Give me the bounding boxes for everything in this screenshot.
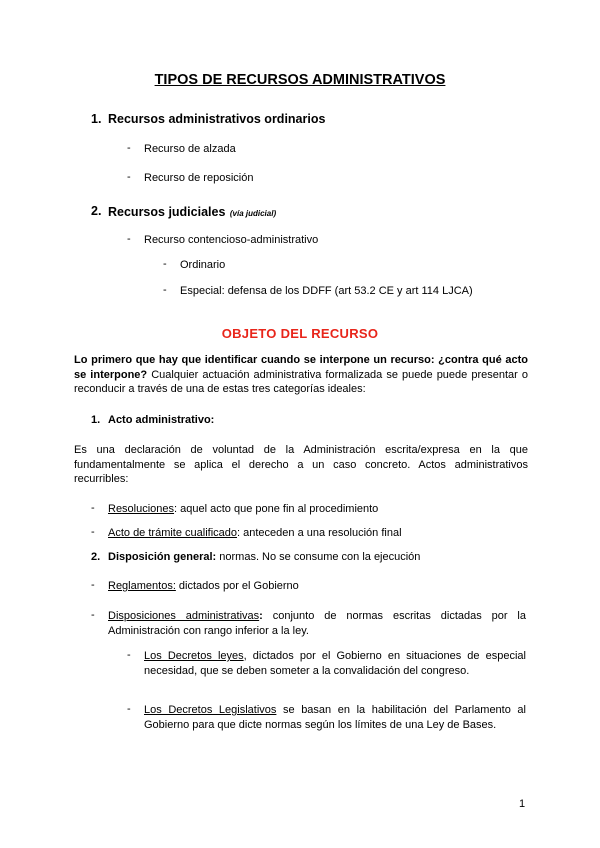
bullet-dash: - — [127, 171, 131, 183]
list-item: Recurso de reposición — [144, 172, 254, 184]
bullet-dash: - — [91, 526, 95, 538]
bullet-dash: - — [127, 233, 131, 245]
bullet-dash: - — [127, 703, 131, 715]
acto-item-text: : anteceden a una resolución final — [237, 527, 402, 539]
disposicion-item-text: dictados por el Gobierno — [175, 580, 299, 592]
section2-note: (vía judicial) — [229, 209, 277, 218]
decreto-item-text: , dictados por el Gobierno en situaciones de especial necesidad, que se deben someter a la convalidación del congreso. — [144, 650, 526, 677]
objeto-intro-rest: Cualquier actuación administrativa formalizada se puede puede presentar o reconducir a través de una de estas tres categorías ideales: — [74, 368, 529, 395]
section2-number: 2. — [91, 204, 102, 218]
list-item: Recurso de alzada — [144, 143, 236, 155]
acto-text: Es una declaración de voluntad de la Administración escrita/expresa en la que fundamentalmente se aplica el derecho a un caso concreto. Actos administrativos recurribles: — [74, 444, 528, 485]
section2-heading-line — [108, 203, 276, 221]
decreto-item-term: Los Decretos Legislativos — [144, 704, 277, 716]
bullet-dash: - — [163, 284, 167, 296]
section1-heading: Recursos administrativos ordinarios — [108, 112, 326, 126]
document-title: TIPOS DE RECURSOS ADMINISTRATIVOS — [154, 72, 446, 88]
acto-item — [108, 526, 402, 541]
disposicion-item — [108, 579, 299, 594]
decreto-item — [144, 649, 526, 678]
disposicion-item-term: Reglamentos: — [108, 580, 176, 592]
disposicion-item — [108, 609, 526, 638]
disposicion-text: normas. No se consume con la ejecución — [216, 551, 421, 563]
disposicion-heading: Disposición general: — [108, 551, 217, 563]
acto-number: 1. — [91, 414, 101, 426]
disposicion-number: 2. — [91, 551, 101, 563]
disposicion-item-term: Disposiciones administrativas — [108, 610, 260, 622]
acto-item-text: : aquel acto que pone fin al procedimiento — [174, 503, 379, 515]
acto-item-term: Acto de trámite cualificado — [108, 527, 238, 539]
decreto-item-text: se basan en la habilitación del Parlamento al Gobierno para que dicte normas según los límites de una Ley de Bases. — [144, 704, 526, 731]
acto-heading: Acto administrativo: — [108, 414, 215, 426]
decreto-item — [144, 703, 526, 732]
section1-number: 1. — [91, 112, 102, 126]
bullet-dash: - — [127, 649, 131, 661]
disposicion-item-colon: : — [259, 610, 263, 622]
disposicion-line — [108, 550, 420, 565]
objeto-intro-bold: Lo primero que hay que identificar cuando se interpone un recurso: ¿contra qué acto se interpone? — [74, 354, 528, 381]
acto-item-term: Resoluciones — [108, 503, 175, 515]
decreto-item-term: Los Decretos leyes — [144, 650, 244, 662]
bullet-dash: - — [163, 258, 167, 270]
acto-item — [108, 502, 378, 517]
bullet-dash: - — [127, 142, 131, 154]
bullet-dash: - — [91, 609, 95, 621]
bullet-dash: - — [91, 502, 95, 514]
sub-list-item: Ordinario — [180, 259, 226, 271]
disposicion-item-text: conjunto de normas escritas dictadas por la Administración con rango inferior a la ley. — [108, 610, 526, 637]
sub-list-item: Especial: defensa de los DDFF (art 53.2 CE y art 114 LJCA) — [180, 285, 473, 297]
objeto-title: OBJETO DEL RECURSO — [221, 326, 379, 341]
bullet-dash: - — [91, 579, 95, 591]
page-number: 1 — [519, 798, 526, 810]
list-item: Recurso contencioso-administrativo — [144, 234, 319, 246]
objeto-intro — [74, 353, 528, 397]
section2-heading: Recursos judiciales — [108, 205, 226, 219]
